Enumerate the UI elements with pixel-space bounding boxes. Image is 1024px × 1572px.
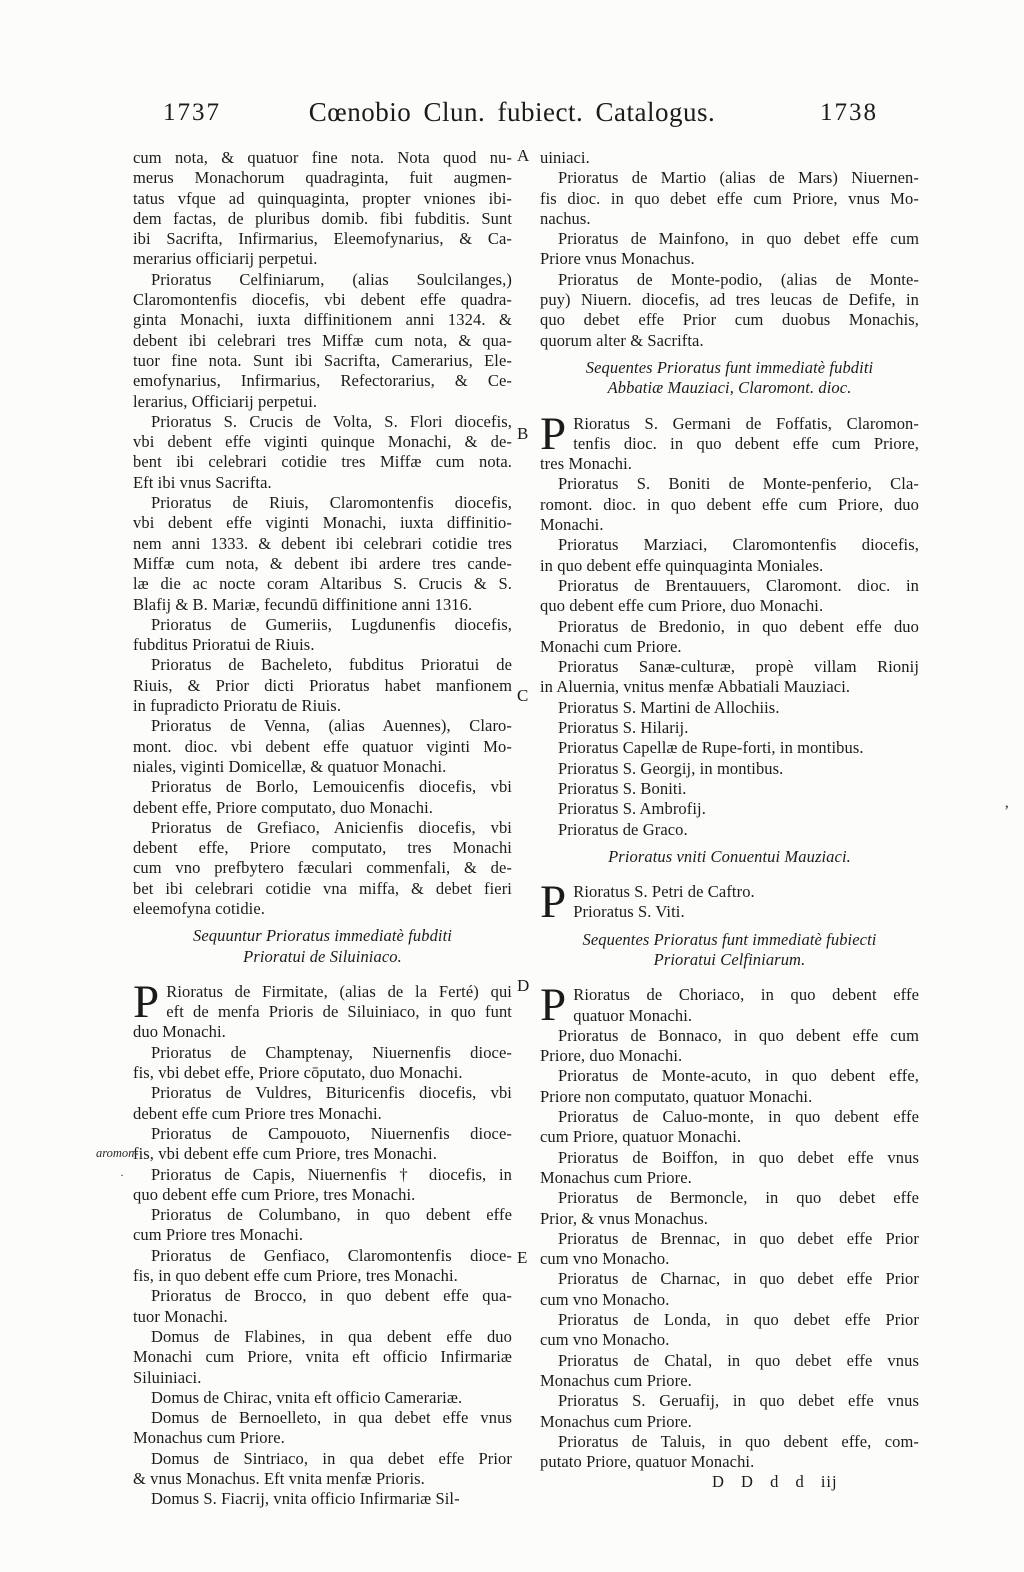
text-line: Domus S. Fiacrij, vnita officio Infirmariæ Sil- — [151, 1489, 460, 1509]
text-line: ginta Monachi, iuxta diffinitionem anni 1324. & — [133, 310, 512, 330]
text-line: Prioratus Sanæ-culturæ, propè villam Rionij — [558, 657, 919, 677]
text-line: Prioratus de Brocco, in quo debent effe qua- — [151, 1286, 512, 1306]
text-line: ibi Sacrifta, Infirmarius, Eleemofynarius, & Ca- — [133, 229, 512, 249]
text-line: Prioratus de Bacheleto, fubditus Prioratui de — [151, 655, 512, 675]
text-line: Prioratus de Bonnaco, in quo debent effe cum — [558, 1025, 919, 1045]
text-line: tuor fine nota. Sunt ibi Sacrifta, Camerarius, Ele- — [133, 350, 512, 370]
text-line: tres Monachi. — [540, 454, 633, 474]
text-line: Prioratus S. Martini de Allochiis. — [558, 697, 780, 717]
margin-note: aromon- — [96, 1146, 139, 1160]
text-line: Prioratus S. Boniti de Monte-penferio, Cla- — [558, 474, 919, 494]
paragraph — [133, 716, 512, 777]
paragraph — [540, 474, 919, 535]
text-line: mont. dioc. vbi debent effe quatuor viginti Mo- — [133, 736, 512, 756]
text-line: Prioratus de Columbano, in quo debent effe — [151, 1205, 512, 1225]
text-line: dem factas, de pluribus domib. fibi fubditis. Sunt — [133, 208, 512, 228]
paragraph — [540, 168, 919, 229]
paragraph — [133, 148, 512, 270]
text-line: Prioratus S. Hilarij. — [558, 718, 689, 738]
running-title: Cœnobio Clun. fubiect. Catalogus. — [308, 97, 716, 127]
text-line: Monachi cum Priore, vnita eft officio Infirmariæ — [133, 1347, 512, 1367]
text-line: puy) Niuern. diocefis, ad tres leucas de Defife, in — [540, 290, 919, 310]
text-line: cum Priore tres Monachi. — [133, 1225, 304, 1245]
text-line: Monachus cum Priore. — [540, 1370, 692, 1390]
text-line: quo debent effe cum Priore, duo Monachi. — [540, 596, 824, 616]
gutter-letter-A: A — [517, 146, 530, 165]
text-line: debent effe, Priore computato, duo Monachi. — [133, 797, 433, 817]
paragraph — [540, 1229, 919, 1270]
text-line: emofynarius, Infirmarius, Refectorarius, & Ce- — [133, 371, 512, 391]
text-line: Prioratus de Capis, Niuernenfis † diocefis, in — [151, 1164, 512, 1184]
text-line: Prioratus de Vuldres, Bituricenfis diocefis, vbi — [151, 1083, 512, 1103]
text-line: Priore vnus Monachus. — [540, 249, 695, 269]
text-line: Priore, duo Monachi. — [540, 1046, 683, 1066]
paragraph — [133, 655, 512, 716]
paragraph — [540, 1310, 919, 1351]
text-line: Prioratus S. Ambrofij. — [558, 799, 706, 819]
text-line: Monachi. — [540, 515, 604, 535]
margin-note-dot: · — [120, 1168, 124, 1182]
paragraph — [540, 148, 919, 168]
text-line: Prioratus de Taluis, in quo debent effe, com- — [558, 1431, 919, 1451]
text-line: Prioratus de Borlo, Lemouicenfis diocefis, vbi — [151, 777, 512, 797]
paragraph — [540, 1391, 919, 1432]
text-line: nem anni 1333. & debent ibi celebrari cotidie tres — [133, 533, 512, 553]
text-line: vbi debent effe viginti Monachi, iuxta diffinitio- — [133, 513, 512, 533]
text-line: Monachi cum Priore. — [540, 636, 682, 656]
heading-line: Sequentes Prioratus funt immediatè fubditi — [585, 357, 874, 377]
list-paragraph — [540, 698, 919, 840]
text-line: Domus de Chirac, vnita eft officio Camerariæ. — [151, 1387, 463, 1407]
paragraph — [540, 535, 919, 576]
heading-line: Prioratus vniti Conuentui Mauziaci. — [608, 846, 851, 866]
text-line: fis, in quo debent effe cum Priore, tres Monachi. — [133, 1266, 458, 1286]
text-line: Rioratus de Choriaco, in quo debent effe — [573, 985, 919, 1005]
text-line: Prioratus de Brentauuers, Claromont. dioc. in — [558, 575, 919, 595]
signature-mark: D D d d iij — [712, 1472, 838, 1492]
text-line: Domus de Flabines, in qua debent effe duo — [151, 1326, 512, 1346]
text-line: Blafij & B. Mariæ, fecundū diffinitione anni 1316. — [133, 594, 473, 614]
text-line: fubditus Prioratui de Riuis. — [133, 635, 315, 655]
heading-line: Sequuntur Prioratus immediatè fubditi — [193, 926, 452, 946]
heading-line: Prioratui de Siluiniaco. — [243, 946, 402, 966]
paragraph — [540, 407, 919, 475]
text-line: Prioratus S. Boniti. — [558, 778, 687, 798]
section-heading — [540, 930, 919, 971]
text-line: Prioratus S. Crucis de Volta, S. Flori diocefis, — [151, 411, 512, 431]
print-artifact-quote: ’ — [1004, 803, 1010, 820]
text-line: Eft ibi vnus Sacrifta. — [133, 472, 272, 492]
page-number-right: 1738 — [820, 99, 878, 126]
text-line: & vnus Monachus. Eft vnita menfæ Prioris. — [133, 1469, 425, 1488]
text-line: Prioratus S. Viti. — [573, 902, 685, 922]
paragraph — [540, 979, 919, 1032]
paragraph — [540, 876, 919, 929]
heading-line: Abbatiæ Mauziaci, Claromont. dioc. — [607, 378, 852, 398]
text-line: Prioratus Celfiniarum, (alias Soulcilanges,) — [151, 269, 512, 289]
text-line: in Aluernia, vnitus menfæ Abbatiali Mauziaci. — [540, 677, 851, 697]
text-line: cum Priore, quatuor Monachi. — [540, 1127, 742, 1147]
text-line: debent effe cum Priore tres Monachi. — [133, 1103, 382, 1123]
paragraph — [133, 1388, 512, 1408]
paragraph — [133, 1408, 512, 1449]
paragraph — [133, 777, 512, 818]
paragraph — [133, 1083, 512, 1124]
text-line: Prioratus de Londa, in quo debet effe Prior — [558, 1310, 919, 1330]
paragraph — [540, 617, 919, 658]
paragraph — [133, 1246, 512, 1287]
text-line: Prioratus de Gumeriis, Lugdunenfis diocefis, — [151, 614, 512, 634]
paragraph — [540, 229, 919, 270]
paragraph — [540, 1269, 919, 1310]
paragraph — [133, 1043, 512, 1084]
paragraph — [133, 1205, 512, 1246]
text-line: fis, vbi debet effe, Priore cōputato, duo Monachi. — [133, 1063, 463, 1083]
paragraph — [133, 270, 512, 412]
text-line: Monachus cum Priore. — [133, 1428, 285, 1448]
text-line: Domus de Sintriaco, in qua debet effe Prior — [151, 1448, 512, 1468]
text-line: Miffæ cum nota, & debent ibi ardere tres cande- — [133, 553, 512, 573]
paragraph — [540, 1188, 919, 1229]
gutter-letter-B: B — [517, 424, 529, 443]
text-line: Domus de Bernoelleto, in qua debet effe vnus — [151, 1408, 512, 1428]
text-line: Prioratus de Riuis, Claromontenfis diocefis, — [151, 493, 512, 513]
paragraph — [133, 1489, 512, 1509]
text-line: tatus vfque ad quinquaginta, propter vniones ibi- — [133, 188, 512, 208]
text-line: Prioratus de Charnac, in quo debet effe Prior — [558, 1269, 919, 1289]
paragraph — [133, 1124, 512, 1165]
text-line: eft de menfa Prioris de Siluiniaco, in quo funt — [166, 1002, 512, 1022]
text-line: Monachus cum Priore. — [540, 1411, 692, 1431]
text-line: duo Monachi. — [133, 1022, 226, 1042]
paragraph — [133, 818, 512, 919]
text-line: Prioratus de Mainfono, in quo debet effe cum — [558, 229, 919, 249]
text-line: quorum alter & Sacrifta. — [540, 330, 704, 350]
text-line: merus Monachorum quadraginta, fuit augmen- — [133, 168, 512, 188]
text-line: Claromontenfis diocefis, vbi debent effe quadra- — [133, 290, 512, 310]
text-line: Prior, & vnus Monachus. — [540, 1208, 709, 1228]
text-line: Prioratus S. Geruafij, in quo debet effe vnus — [558, 1391, 919, 1411]
text-line: Prioratus de Genfiaco, Claromontenfis dioce- — [151, 1245, 512, 1265]
text-line: uiniaci. — [540, 148, 590, 167]
text-line: Prioratus de Venna, (alias Auennes), Claro- — [151, 716, 512, 736]
text-line: Prioratus de Bredonio, in quo debent effe duo — [558, 616, 919, 636]
paragraph — [540, 576, 919, 617]
text-line: Prioratus de Martio (alias de Mars) Niuernen- — [558, 168, 919, 188]
text-line: cum vno Monacho. — [540, 1330, 670, 1350]
text-line: Prioratus de Brennac, in quo debet effe Prior — [558, 1228, 919, 1248]
text-line: Monachus cum Priore. — [540, 1167, 692, 1187]
text-line: nachus. — [540, 208, 591, 228]
text-line: læ die ac nocte coram Altaribus S. Crucis & S. — [133, 574, 512, 594]
text-line: Prioratus de Chatal, in quo debet effe vnus — [558, 1350, 919, 1370]
gutter-letter-E: E — [517, 1248, 528, 1267]
section-heading — [540, 847, 919, 867]
text-line: Prioratus de Monte-acuto, in quo debent effe, — [558, 1066, 919, 1086]
text-line: Prioratus Capellæ de Rupe-forti, in montibus. — [558, 738, 864, 758]
text-line: Prioratus S. Georgij, in montibus. — [558, 758, 784, 778]
text-line: in quo debent effe quinquaginta Moniales. — [540, 555, 824, 575]
text-line: Prioratus de Champtenay, Niuernenfis dioce- — [151, 1042, 512, 1062]
paragraph — [540, 1066, 919, 1107]
left-text-column — [133, 148, 512, 1510]
text-line: merarius officiarij perpetui. — [133, 249, 318, 269]
section-heading — [133, 926, 512, 967]
text-line: putato Priore, quatuor Monachi. — [540, 1452, 755, 1472]
drop-cap: P — [540, 979, 567, 1032]
paragraph — [540, 1351, 919, 1392]
text-line: fis dioc. in quo debet effe cum Priore, vnus Mo- — [540, 188, 919, 208]
text-line: vbi debent effe viginti quinque Monachi, & de- — [133, 432, 512, 452]
gutter-letter-D: D — [517, 976, 530, 995]
text-line: Prioratus de Boiffon, in quo debet effe vnus — [558, 1147, 919, 1167]
right-text-column — [540, 148, 919, 1493]
drop-cap: P — [540, 407, 567, 460]
section-heading — [540, 358, 919, 399]
text-line: lerarius, Officiarij perpetui. — [133, 391, 318, 411]
paragraph — [540, 270, 919, 351]
text-line: Prioratus de Campouoto, Niuernenfis dioce- — [151, 1123, 512, 1143]
text-line: Siluiniaci. — [133, 1367, 202, 1387]
text-line: Rioratus de Firmitate, (alias de la Ferté) qui — [166, 981, 512, 1001]
text-line: quo debent effe cum Priore, tres Monachi. — [133, 1184, 416, 1204]
text-line: fis, vbi debent effe cum Priore, tres Monachi. — [133, 1144, 437, 1164]
text-line: Prioratus de Bermoncle, in quo debet effe — [558, 1188, 919, 1208]
drop-cap: P — [133, 975, 160, 1028]
paragraph — [540, 1432, 919, 1473]
page-header — [0, 97, 1024, 137]
text-line: in fupradicto Prioratu de Riuis. — [133, 696, 342, 716]
text-line: debent ibi celebrari tres Miffæ cum nota, & qua- — [133, 330, 512, 350]
paragraph — [540, 657, 919, 698]
paragraph — [540, 1026, 919, 1067]
text-line: Prioratus de Caluo-monte, in quo debent effe — [558, 1107, 919, 1127]
paragraph — [540, 1148, 919, 1189]
text-line: Rioratus S. Germani de Foffatis, Claromon- — [573, 413, 919, 433]
text-line: cum vno Monacho. — [540, 1249, 670, 1269]
text-line: cum vno prefbytero fæculari commenfali, & de- — [133, 858, 512, 878]
paragraph — [133, 412, 512, 493]
paragraph — [133, 975, 512, 1043]
text-line: romont. dioc. in quo debent effe cum Priore, duo — [540, 494, 919, 514]
text-line: Prioratus de Graco. — [558, 819, 688, 839]
paragraph — [133, 1449, 512, 1490]
text-line: quatuor Monachi. — [573, 1005, 693, 1025]
drop-cap: P — [540, 876, 567, 929]
heading-line: Prioratui Celfiniarum. — [653, 949, 806, 969]
text-line: cum vno Monacho. — [540, 1289, 670, 1309]
text-line: Rioratus S. Petri de Caftro. — [573, 882, 755, 902]
page-number-left: 1737 — [163, 99, 221, 126]
paragraph — [133, 493, 512, 615]
paragraph — [133, 1327, 512, 1388]
text-line: bet ibi celebrari cotidie vna miffa, & debet fieri — [133, 878, 512, 898]
text-line: Prioratus de Monte-podio, (alias de Monte- — [558, 269, 919, 289]
text-line: Prioratus Marziaci, Claromontenfis diocefis, — [558, 535, 919, 555]
text-line: cum nota, & quatuor fine nota. Nota quod nu- — [133, 148, 512, 167]
heading-line: Sequentes Prioratus funt immediatè fubiecti — [582, 929, 877, 949]
text-line: tuor Monachi. — [133, 1306, 228, 1326]
paragraph — [133, 1165, 512, 1206]
text-line: Priore non computato, quatuor Monachi. — [540, 1086, 813, 1106]
text-line: tenfis dioc. in quo debent effe cum Priore, — [573, 433, 919, 453]
text-line: quo debet effe Prior cum duobus Monachis, — [540, 310, 919, 330]
gutter-letter-C: C — [517, 686, 529, 705]
paragraph — [133, 615, 512, 656]
text-line: eleemofyna cotidie. — [133, 898, 266, 918]
text-line: niales, viginti Domicellæ, & quatuor Monachi. — [133, 756, 447, 776]
text-line: Prioratus de Grefiaco, Anicienfis diocefis, vbi — [151, 817, 512, 837]
text-line: Riuis, & Prior dicti Prioratus habet manfionem — [133, 675, 512, 695]
paragraph — [133, 1286, 512, 1327]
text-line: bent ibi celebrari cotidie tres Miffæ cum nota. — [133, 452, 512, 472]
paragraph — [540, 1107, 919, 1148]
text-line: debent effe, Priore computato, tres Monachi — [133, 838, 512, 858]
